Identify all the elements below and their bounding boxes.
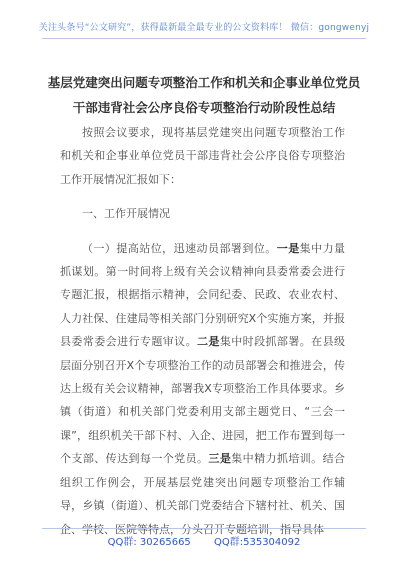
footer-qq-2: QQ群:535304092 xyxy=(214,537,301,548)
point-3-label: 三是 xyxy=(208,452,232,466)
point-2-label: 二是 xyxy=(197,335,220,349)
point-2-text: 集中时段抓部署。在县级层面分别召开X个专项整治工作的动员部署会和推进会，传达上级有关会议精神，部署我X专项整治工作具体要求。乡镇（街道）和机关部门党委利用支部主题党日、“三会一课”，组织机关干部下村、入企、进园，把工作布置到每一个支部、传达到每一个党员。 xyxy=(60,335,346,466)
point-3-text: 集中精力抓培训。结合组织工作例会，开展基层党建突出问题专项整治工作辅导，乡镇（街道）、机关部门党委结合下辖村社、机关、国企、学校、医院等特点，分头召开专题培训，指导具体 xyxy=(60,452,346,536)
document-title xyxy=(40,70,368,120)
intro-paragraph: 按照会议要求，现将基层党建突出问题专项整治工作和机关和企事业单位党员干部违背社会公序良俗专项整治工作开展情况汇报如下： xyxy=(60,126,345,186)
header-note: 关注头条号“公文研究”，获得最新最全最专业的公文资料库！ 微信：gongwenyj xyxy=(38,23,370,33)
point-1-text: 集中力量抓谋划。第一时间将上级有关会议精神向县委常委会进行专题汇报，根据指示精神，会同纪委、民政、农业农村、人力社保、住建局等相关部门分别研究X个实施方案，并报县委常委会进行专题审议。 xyxy=(60,241,346,349)
footer xyxy=(0,533,408,548)
footer-qq-1: QQ群: 30265665 xyxy=(107,537,191,548)
title-line-2: 干部违背社会公序良俗专项整治行动阶段性总结 xyxy=(72,100,336,115)
header-divider xyxy=(42,38,366,39)
point-1-label: 一是 xyxy=(276,241,300,255)
document-body xyxy=(60,121,345,541)
paragraph-lead: （一）提高站位，迅速动员部署到位。 xyxy=(82,241,277,255)
footer-divider xyxy=(42,528,366,529)
section-heading: 一、工作开展情况 xyxy=(82,207,170,221)
title-line-1: 基层党建突出问题专项整治工作和机关和企事业单位党员 xyxy=(47,75,361,90)
paragraph-1 xyxy=(60,237,345,541)
